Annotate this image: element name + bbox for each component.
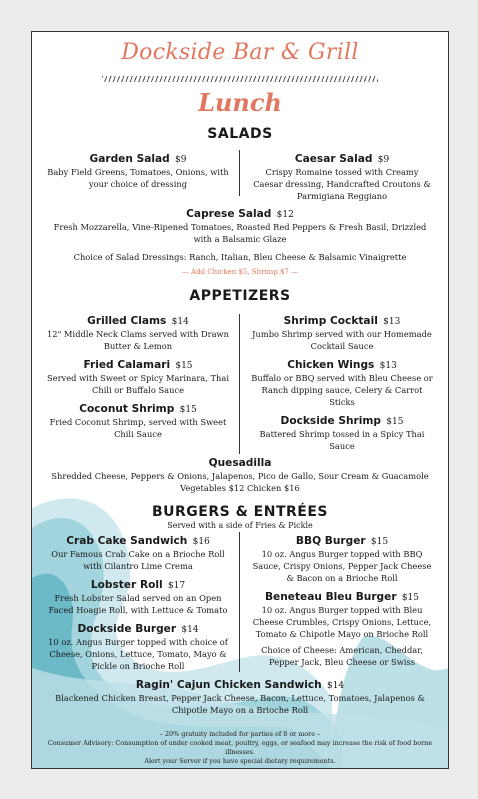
item-name: Beneteau Bleu Burger xyxy=(264,591,397,603)
item-price: $9 xyxy=(377,155,390,165)
consumer-advisory: Consumer Advisory: Consumption of under cooked meat, poultry, eggs, or seafood may increase the risk of food borne illnesses. xyxy=(47,739,433,756)
item-description: Our Famous Crab Cake on a Brioche Roll with Cilantro Lime Crema xyxy=(51,549,225,571)
item-description: Served with Sweet or Spicy Marinara, Thai Chili or Buffalo Sauce xyxy=(47,373,229,395)
bbq-burger-item xyxy=(250,534,434,584)
burgers-subheading: Served with a side of Fries & Pickle xyxy=(167,521,313,530)
dietary-alert: Alert your Server if you have special dietary requirements. xyxy=(144,757,336,765)
item-description: Fried Coconut Shrimp, served with Sweet Chili Sauce xyxy=(49,417,227,439)
item-price: $15 xyxy=(401,593,420,603)
item-description: 10 oz. Angus Burger topped with Bleu Cheese Crumbles, Crispy Onions, Lettuce, Tomato & Chipotle Mayo on Brioche Roll xyxy=(252,605,432,639)
item-price: $14 xyxy=(181,625,199,635)
item-name: Crab Cake Sandwich xyxy=(66,535,188,547)
gratuity-note: – 20% gratuity included for parties of 8 or more – xyxy=(159,730,321,738)
item-name: Shrimp Cocktail xyxy=(283,315,378,327)
column-divider xyxy=(239,314,240,454)
quesadilla-item xyxy=(42,456,438,494)
cheese-choice: Choice of Cheese: American, Cheddar, Pepper Jack, Bleu Cheese or Swiss xyxy=(261,645,423,667)
item-description: Blackened Chicken Breast, Pepper Jack Cheese, Bacon, Lettuce, Tomatoes, Jalapenos & Chipotle Mayo on a Brioche Roll xyxy=(55,693,425,715)
fried-calamari-item xyxy=(46,358,230,396)
restaurant-name: Dockside Bar & Grill xyxy=(121,40,359,65)
dockside-shrimp-item xyxy=(250,414,434,452)
item-name: Dockside Burger xyxy=(77,623,177,635)
garden-salad-item xyxy=(46,152,230,190)
beneteau-bleu-burger-item xyxy=(250,590,434,640)
dressing-choices: Choice of Salad Dressings: Ranch, Italian, Bleu Cheese & Balsamic Vinaigrette xyxy=(73,252,407,262)
grilled-clams-item xyxy=(46,314,230,352)
item-price: $9 xyxy=(175,155,187,165)
item-description: 12" Middle Neck Clams served with Drawn Butter & Lemon xyxy=(47,329,229,351)
item-description: Jumbo Shrimp served with our Homemade Cocktail Sauce xyxy=(252,329,432,351)
lobster-roll-item xyxy=(46,578,230,616)
appetizers-heading: APPETIZERS xyxy=(189,288,291,304)
item-name: Ragin' Cajun Chicken Sandwich xyxy=(135,679,322,691)
item-name: Dockside Shrimp xyxy=(280,415,381,427)
item-price: $13 xyxy=(379,361,397,371)
menu-title: Lunch xyxy=(198,88,282,117)
crab-cake-item xyxy=(46,534,230,572)
item-price: $17 xyxy=(167,581,186,591)
item-name: Grilled Clams xyxy=(87,315,167,327)
item-price: $12 xyxy=(276,210,294,220)
item-name: Quesadilla xyxy=(208,457,272,469)
item-price: $15 xyxy=(386,417,404,427)
caprese-salad-item xyxy=(52,207,428,245)
item-name: Chicken Wings xyxy=(287,359,375,371)
item-name: Caprese Salad xyxy=(186,208,272,220)
item-price: $14 xyxy=(171,317,189,327)
coconut-shrimp-item xyxy=(46,402,230,440)
chicken-wings-item xyxy=(250,358,434,408)
item-price: $14 xyxy=(326,681,345,691)
salads-heading: SALADS xyxy=(207,126,273,142)
caesar-salad-item xyxy=(250,152,434,202)
decorative-divider xyxy=(102,76,378,82)
column-divider xyxy=(239,532,240,672)
item-name: Coconut Shrimp xyxy=(79,403,175,415)
item-description: 10 oz. Angus Burger topped with choice of Cheese, Onions, Lettuce, Tomato, Mayo & Pickle on Brioche Roll xyxy=(48,637,228,671)
item-price: $13 xyxy=(383,317,401,327)
item-name: BBQ Burger xyxy=(295,535,366,547)
item-price: $15 xyxy=(179,405,197,415)
item-description: Battered Shrimp tossed in a Spicy Thai Sauce xyxy=(259,429,425,451)
item-name: Caesar Salad xyxy=(294,153,373,165)
item-description: Fresh Mozzarella, Vine-Ripened Tomatoes, Roasted Red Peppers & Fresh Basil, Drizzled with a Balsamic Glaze xyxy=(53,222,427,244)
column-divider xyxy=(239,150,240,196)
ragin-cajun-item xyxy=(52,678,428,716)
item-name: Lobster Roll xyxy=(90,579,163,591)
item-name: Garden Salad xyxy=(89,153,170,165)
menu-page xyxy=(31,31,449,769)
item-description: Shredded Cheese, Peppers & Onions, Jalapenos, Pico de Gallo, Sour Cream & Guacamole xyxy=(51,471,429,481)
item-prices: Vegetables $12 Chicken $16 xyxy=(180,483,300,493)
dockside-burger-item xyxy=(46,622,230,672)
item-name: Fried Calamari xyxy=(83,359,171,371)
item-price: $16 xyxy=(192,537,210,547)
item-description: Buffalo or BBQ served with Bleu Cheese or Ranch dipping sauce, Celery & Carrot Sticks xyxy=(251,373,433,407)
salad-addon: — Add Chicken $5, Shrimp $7 — xyxy=(181,268,299,276)
item-description: Fresh Lobster Salad served on an Open Faced Hoagie Roll, with Lettuce & Tomato xyxy=(48,593,228,615)
burgers-heading: BURGERS & ENTRÉES xyxy=(151,504,328,520)
footer-notes xyxy=(36,730,444,766)
item-description: 10 oz. Angus Burger topped with BBQ Sauce, Crispy Onions, Pepper Jack Cheese & Bacon on a Brioche Roll xyxy=(252,549,432,583)
item-price: $15 xyxy=(370,537,389,547)
shrimp-cocktail-item xyxy=(250,314,434,352)
item-description: Baby Field Greens, Tomatoes, Onions, with your choice of dressing xyxy=(47,167,229,189)
item-description: Crispy Romaine tossed with Creamy Caesar dressing, Handcrafted Croutons & Parmigiana Reggiano xyxy=(253,167,431,201)
item-price: $15 xyxy=(175,361,193,371)
